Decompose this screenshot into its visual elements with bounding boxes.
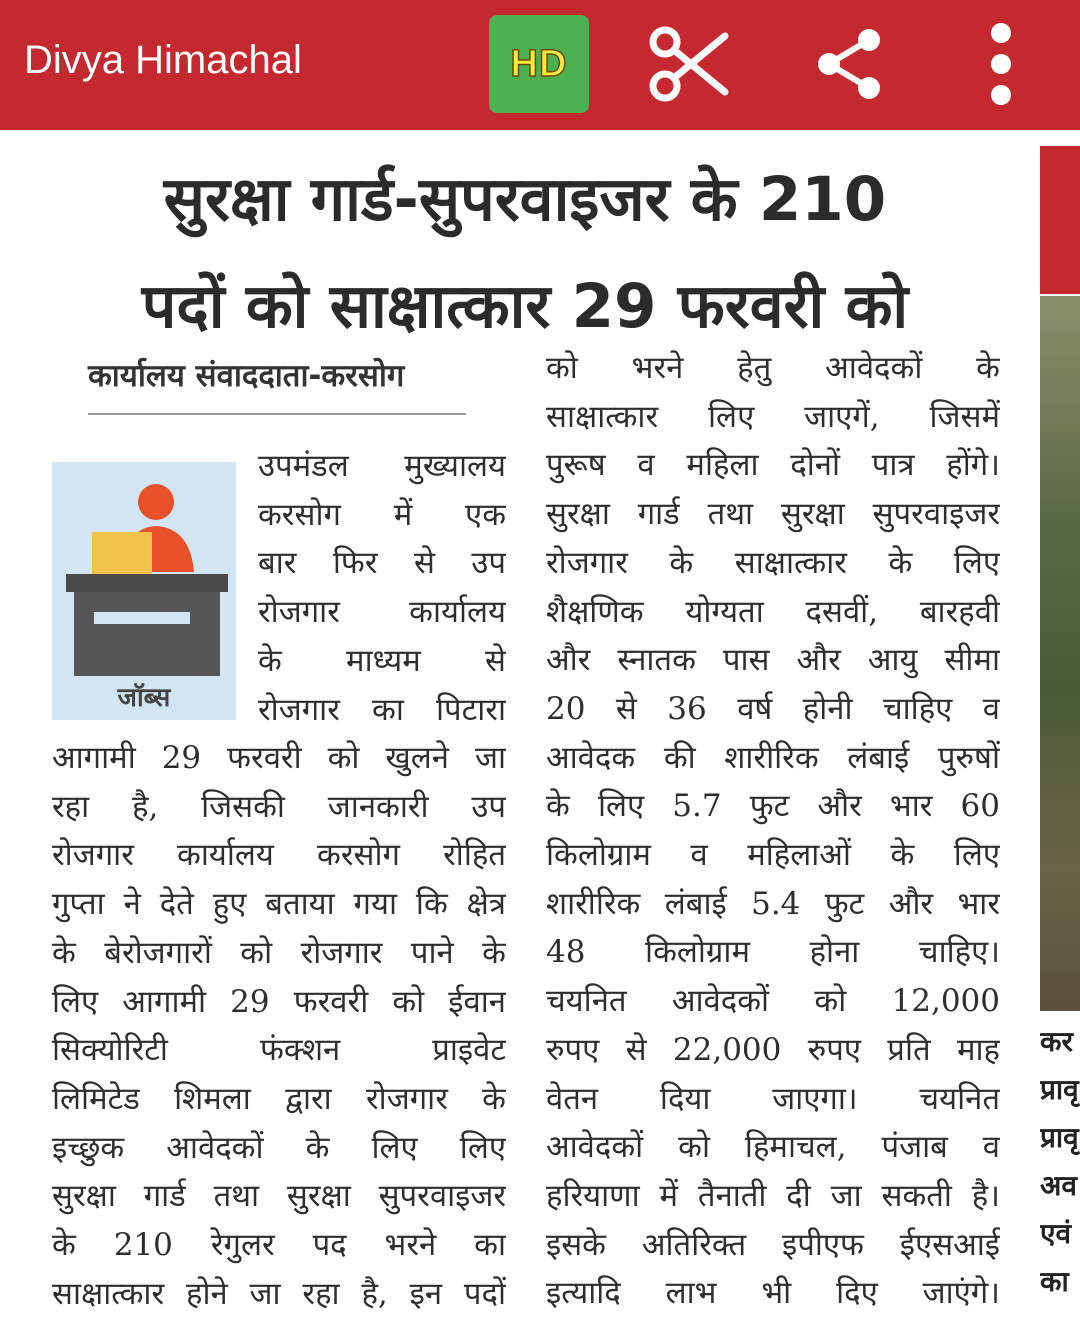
- scissors-icon: [647, 22, 731, 106]
- article-line: शैक्षणिक योग्यता दसवीं, बारहवी: [546, 593, 1000, 630]
- article-line: आवेदकों को हिमाचल, पंजाब व: [546, 1129, 1000, 1166]
- article-line: रोजगार का पिटारा: [258, 691, 506, 728]
- article-line: रोजगार कार्यालय करसोग रोहित: [52, 837, 506, 874]
- jobs-illustration: [52, 462, 236, 720]
- article-line: उपमंडल मुख्यालय: [258, 448, 506, 484]
- office-worker-icon: [52, 462, 236, 682]
- byline: कार्यालय संवाददाता-करसोग: [88, 358, 405, 394]
- more-options-button[interactable]: [952, 15, 1050, 113]
- article-line: के 210 रेगुलर पद भरने का: [52, 1227, 506, 1263]
- article-line: लिमिटेड शिमला द्वारा रोजगार के: [52, 1080, 506, 1117]
- article-line: रोजगार कार्यालय: [258, 594, 506, 631]
- headline: [30, 146, 1020, 360]
- article-line: के बेरोजगारों को रोजगार पाने के: [52, 934, 506, 971]
- article-line: इसके अतिरिक्त इपीएफ ईएसआई: [546, 1226, 1000, 1263]
- more-vert-icon: [981, 19, 1021, 109]
- strip-line: अव: [1040, 1169, 1077, 1202]
- headline-line: सुरक्षा गार्ड-सुपरवाइजर के 210: [163, 164, 887, 235]
- article-line: वेतन दिया जाएगा। चयनित: [546, 1080, 1000, 1117]
- app-bar: [0, 0, 1080, 130]
- article-line: और स्नातक पास और आयु सीमा: [546, 642, 1000, 679]
- hd-button[interactable]: [489, 15, 589, 113]
- article-line: साक्षात्कार होने जा रहा है, इन पदों: [52, 1275, 506, 1312]
- hd-label: HD: [510, 42, 568, 85]
- strip-line: एवं: [1040, 1217, 1072, 1250]
- article-line: गुप्ता ने देते हुए बताया गया कि क्षेत्र: [52, 886, 506, 923]
- next-article-photo: [1040, 296, 1080, 1011]
- article-line: हरियाणा में तैनाती दी जा सकती है।: [546, 1177, 1000, 1214]
- article-line: लिए आगामी 29 फरवरी को ईवान: [52, 983, 506, 1020]
- strip-line: प्रावृ: [1040, 1121, 1079, 1154]
- next-article-strip: [1036, 130, 1080, 1342]
- byline-divider: [88, 413, 466, 415]
- article-line: सिक्योरिटी फंक्शन प्राइवेट: [52, 1032, 506, 1069]
- article-line: 48 किलोग्राम होना चाहिए।: [546, 934, 1000, 971]
- article-line: आगामी 29 फरवरी को खुलने जा: [52, 740, 506, 776]
- article-line: इच्छुक आवेदकों के लिए लिए: [52, 1129, 506, 1166]
- article-line: को भरने हेतु आवेदकों के: [546, 350, 1000, 386]
- next-article-header: [1040, 146, 1080, 294]
- jobs-label: जॉब्स: [117, 683, 171, 713]
- article-line: करसोग में एक: [258, 496, 506, 533]
- share-button[interactable]: [800, 15, 898, 113]
- article-line: रुपए से 22,000 रुपए प्रति माह: [546, 1031, 1000, 1068]
- strip-line: प्रावृ: [1040, 1073, 1079, 1106]
- clip-button[interactable]: [640, 15, 738, 113]
- strip-line: का: [1040, 1265, 1069, 1298]
- article-line: पुरूष व महिला दोनों पात्र होंगे।: [546, 447, 1000, 484]
- article-line: चयनित आवेदकों को 12,000: [546, 983, 1000, 1020]
- article-line: के लिए 5.7 फुट और भार 60: [546, 788, 1000, 825]
- article-line: साक्षात्कार लिए जाएगें, जिसमें: [546, 398, 1000, 435]
- share-icon: [809, 24, 889, 104]
- headline-line: पदों को साक्षात्कार 29 फरवरी को: [141, 271, 909, 342]
- article-line: रोजगार के साक्षात्कार के लिए: [546, 544, 1000, 581]
- article-line: आवेदक की शारीरिक लंबाई पुरुषों: [546, 739, 1000, 776]
- news-clipping: [0, 130, 1036, 1342]
- article-line: किलोग्राम व महिलाओं के लिए: [546, 837, 1000, 873]
- article-line: इत्यादि लाभ भी दिए जाएंगे।: [546, 1275, 1000, 1312]
- article-line: के माध्यम से: [258, 642, 506, 679]
- strip-line: कर: [1040, 1025, 1073, 1058]
- article-line: शारीरिक लंबाई 5.4 फुट और भार: [546, 885, 1000, 922]
- article-line: रहा है, जिसकी जानकारी उप: [52, 788, 506, 825]
- article-line: 20 से 36 वर्ष होनी चाहिए व: [546, 690, 1000, 727]
- article-line: सुरक्षा गार्ड तथा सुरक्षा सुपरवाइजर: [52, 1178, 506, 1215]
- app-title: Divya Himachal: [24, 38, 302, 82]
- article-line: बार फिर से उप: [258, 545, 506, 582]
- article-line: सुरक्षा गार्ड तथा सुरक्षा सुपरवाइजर: [546, 496, 1000, 533]
